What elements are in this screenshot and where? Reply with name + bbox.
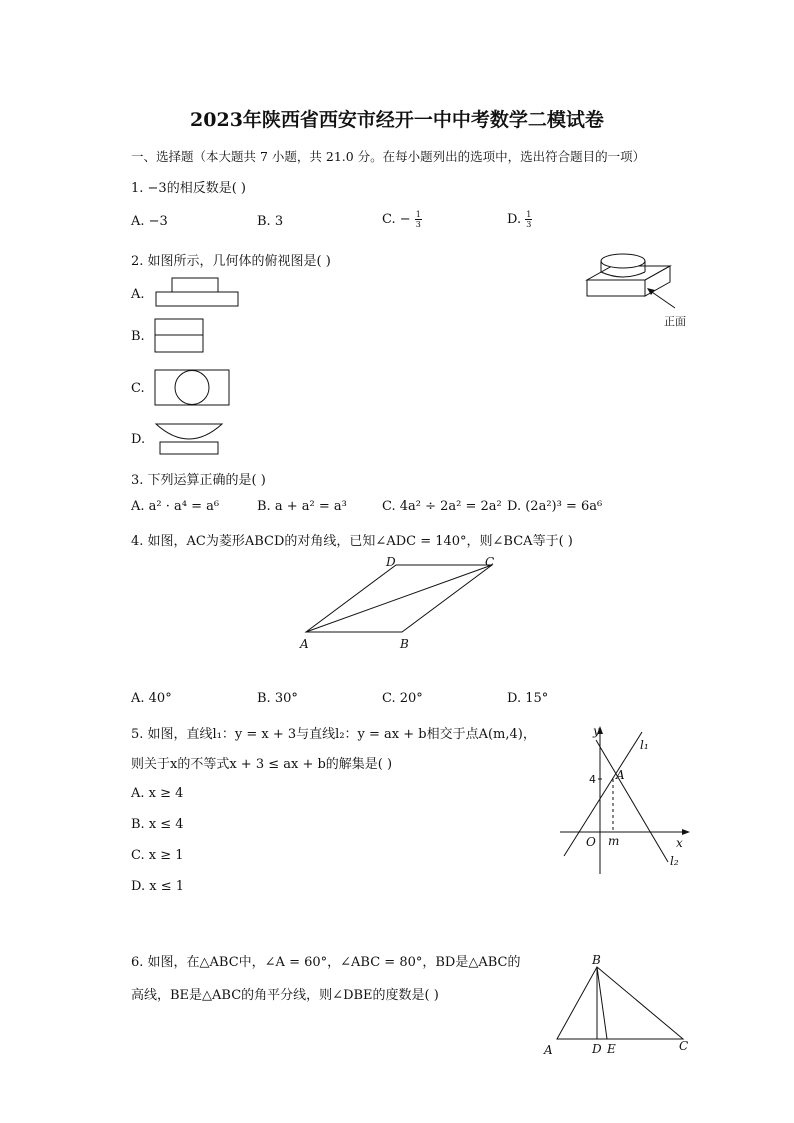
- line-l2: [596, 740, 668, 862]
- l2-label: l₂: [670, 854, 679, 868]
- section-heading: 一、选择题（本大题共 7 小题，共 21.0 分。在每小题列出的选项中，选出符合题目的一项）: [131, 149, 646, 164]
- x-axis-label: x: [676, 836, 683, 850]
- q6-triangle-figure: [540, 950, 700, 1060]
- q2-option-b: B.: [131, 329, 145, 344]
- q4-option-c: C. 20°: [382, 691, 423, 706]
- q2-option-b-figure: [154, 318, 206, 356]
- q1-option-d-fraction: [525, 210, 532, 229]
- q1-option-a: A. −3: [131, 214, 168, 229]
- q3-option-d: D. (2a²)³ = 6a⁶: [507, 499, 603, 514]
- q3-option-a: A. a² · a⁴ = a⁶: [131, 499, 220, 514]
- line-l1: [564, 732, 642, 856]
- q4-label-d: D: [386, 555, 396, 569]
- frac-numerator: 1: [415, 210, 421, 219]
- q1-option-c-label: C. −: [382, 212, 411, 227]
- front-view-label: 正面: [664, 315, 686, 328]
- q2-option-c-figure: [154, 369, 232, 409]
- frac-denominator: 3: [526, 220, 532, 229]
- q4-option-d: D. 15°: [507, 691, 549, 706]
- point-a-label: A: [616, 768, 625, 782]
- q2-option-d: D.: [131, 432, 146, 447]
- question-5-stem-line1: 5. 如图，直线l₁：y = x + 3与直线l₂：y = ax + b相交于点A(m,4)，: [131, 727, 536, 742]
- m-label: m: [608, 834, 620, 848]
- q6-label-d: D: [592, 1042, 602, 1056]
- q6-label-c: C: [679, 1039, 689, 1053]
- q4-rhombus-figure: [300, 555, 500, 655]
- q4-option-a: A. 40°: [131, 691, 172, 706]
- q1-option-c: [382, 210, 422, 229]
- q3-option-c: C. 4a² ÷ 2a² = 2a²: [382, 499, 502, 514]
- q1-option-d: [507, 210, 532, 229]
- question-6-stem-line2: 高线，BE是△ABC的角平分线，则∠DBE的度数是( ): [131, 988, 439, 1003]
- question-3-stem: 3. 下列运算正确的是( ): [131, 473, 266, 488]
- q5-option-d: D. x ≤ 1: [131, 879, 184, 894]
- question-6-stem-line1: 6. 如图，在△ABC中，∠A = 60°，∠ABC = 80°，BD是△ABC的: [131, 955, 521, 970]
- q2-option-d-figure: [154, 422, 226, 458]
- q4-option-b: B. 30°: [257, 691, 298, 706]
- question-5-stem-line2: 则关于x的不等式x + 3 ≤ ax + b的解集是( ): [131, 757, 393, 772]
- q3-option-b: B. a + a² = a³: [257, 499, 347, 514]
- question-2-stem: 2. 如图所示，几何体的俯视图是( ): [131, 254, 331, 269]
- q1-option-c-fraction: [415, 210, 422, 229]
- q5-option-a: A. x ≥ 4: [131, 786, 184, 801]
- q6-label-e: E: [607, 1042, 616, 1056]
- exam-title: 2023年陕西省西安市经开一中中考数学二模试卷: [190, 109, 604, 131]
- q4-label-a: A: [300, 637, 309, 651]
- q1-option-d-label: D.: [507, 212, 526, 227]
- origin-label: O: [586, 835, 596, 849]
- q5-option-c: C. x ≥ 1: [131, 848, 184, 863]
- question-4-stem: 4. 如图，AC为菱形ABCD的对角线，已知∠ADC = 140°，则∠BCA等于( ): [131, 534, 573, 549]
- frac-numerator: 1: [526, 210, 532, 219]
- q6-label-a: A: [544, 1043, 553, 1057]
- bisector-be: [597, 967, 607, 1039]
- question-1-stem: 1. −3的相反数是( ): [131, 181, 246, 196]
- q1-option-b: B. 3: [257, 214, 284, 229]
- q4-label-b: B: [400, 637, 409, 651]
- q5-option-b: B. x ≤ 4: [131, 817, 184, 832]
- q2-option-c: C.: [131, 381, 145, 396]
- frac-denominator: 3: [415, 220, 421, 229]
- y-axis-label: y: [593, 724, 600, 738]
- q4-label-c: C: [485, 555, 495, 569]
- q2-option-a: A.: [131, 287, 145, 302]
- q6-label-b: B: [592, 953, 601, 967]
- q2-option-a-figure: [154, 276, 240, 310]
- q5-line-graph: [558, 722, 698, 880]
- l1-label: l₁: [640, 738, 649, 752]
- y-four-label: 4: [589, 773, 596, 786]
